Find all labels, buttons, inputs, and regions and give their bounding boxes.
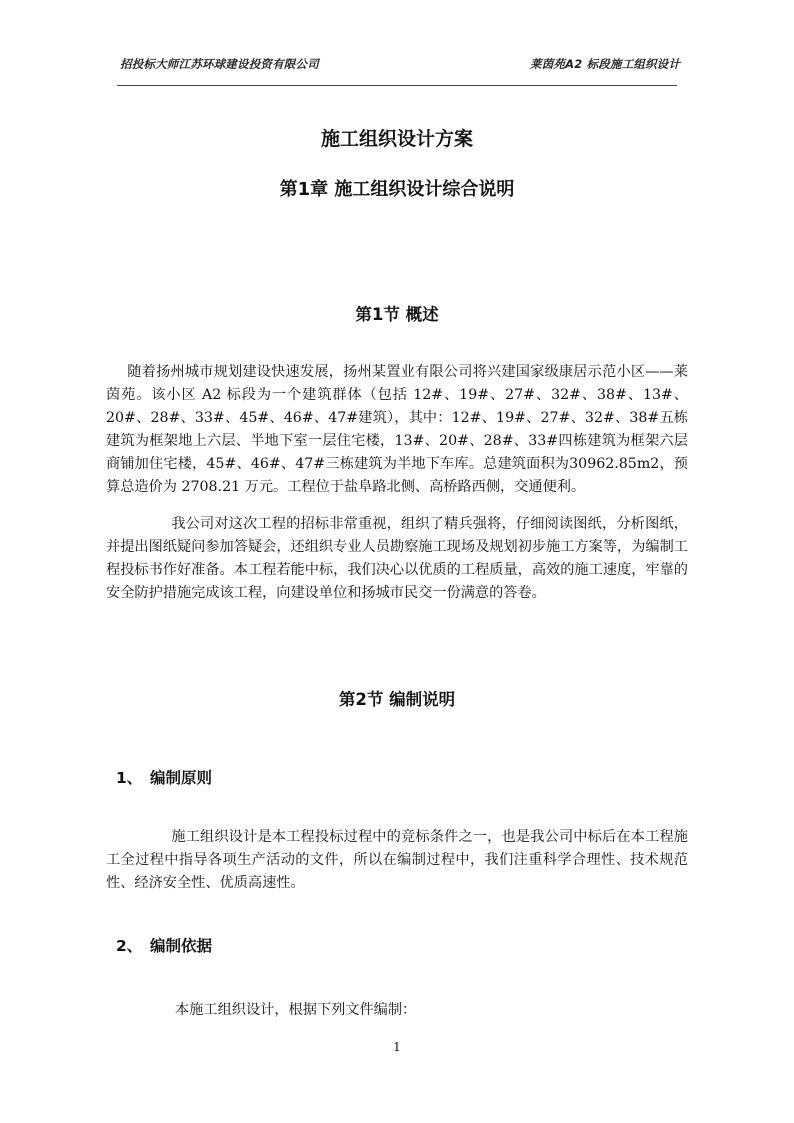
header-document-name: 莱茵苑A2 标段施工组织设计 — [530, 57, 681, 71]
subsection-1-number: 1、 — [116, 769, 143, 787]
header-company-name: 招投标大师江苏环球建设投资有限公司 — [120, 57, 319, 71]
subsection-2-number: 2、 — [116, 937, 143, 955]
subsection-1-heading — [116, 766, 212, 788]
document-title: 施工组织设计方案 — [320, 128, 473, 150]
subsection-2-heading — [116, 934, 212, 956]
page-number: 1 — [393, 1040, 401, 1054]
section-1-paragraph-2: 我公司对这次工程的招标非常重视，组织了精兵强将，仔细阅读图纸，分析图纸，并提出图纸疑问参加答疑会，还组织专业人员勘察施工现场及规划初步施工方案等，为编制工程投标书作好准备。本工程若能中标，我们决心以优质的工程质量，高效的施工速度，牢靠的安全防护措施完成该工程，向建设单位和扬城市民交一份满意的答卷。 — [106, 516, 688, 601]
section-2-title: 第2节 编制说明 — [338, 690, 456, 709]
section-1-title: 第1节 概述 — [355, 305, 439, 324]
section-1-paragraph-1: 随着扬州城市规划建设快速发展，扬州某置业有限公司将兴建国家级康居示范小区——莱茵苑。该小区 A2 标段为一个建筑群体（包括 12#、19#、27#、32#、38#、13#、20#、28#、33#、45#、46#、47#建筑），其中：12#、19#、27#、32#、38#五栋建筑为框架地上六层、半地下室一层住宅楼，13#、20#、28#、33#四栋建筑为框架六层商铺加住宅楼，45#、46#、47#三栋建筑为半地下车库。总建筑面积为30962.85m2，预算总造价为 2708.21 万元。工程位于盐阜路北侧、高桥路西侧，交通便利。 — [106, 364, 688, 495]
header-divider — [117, 85, 677, 86]
subsection-1-paragraph: 施工组织设计是本工程投标过程中的竞标条件之一，也是我公司中标后在本工程施工全过程中指导各项生产活动的文件，所以在编制过程中，我们注重科学合理性、技术规范性、经济安全性、优质高速性。 — [106, 829, 688, 891]
chapter-title: 第1章 施工组织设计综合说明 — [279, 179, 515, 200]
subsection-1-title: 编制原则 — [150, 769, 213, 787]
subsection-2-title: 编制依据 — [150, 937, 213, 955]
subsection-2-paragraph: 本施工组织设计，根据下列文件编制： — [175, 1002, 417, 1018]
